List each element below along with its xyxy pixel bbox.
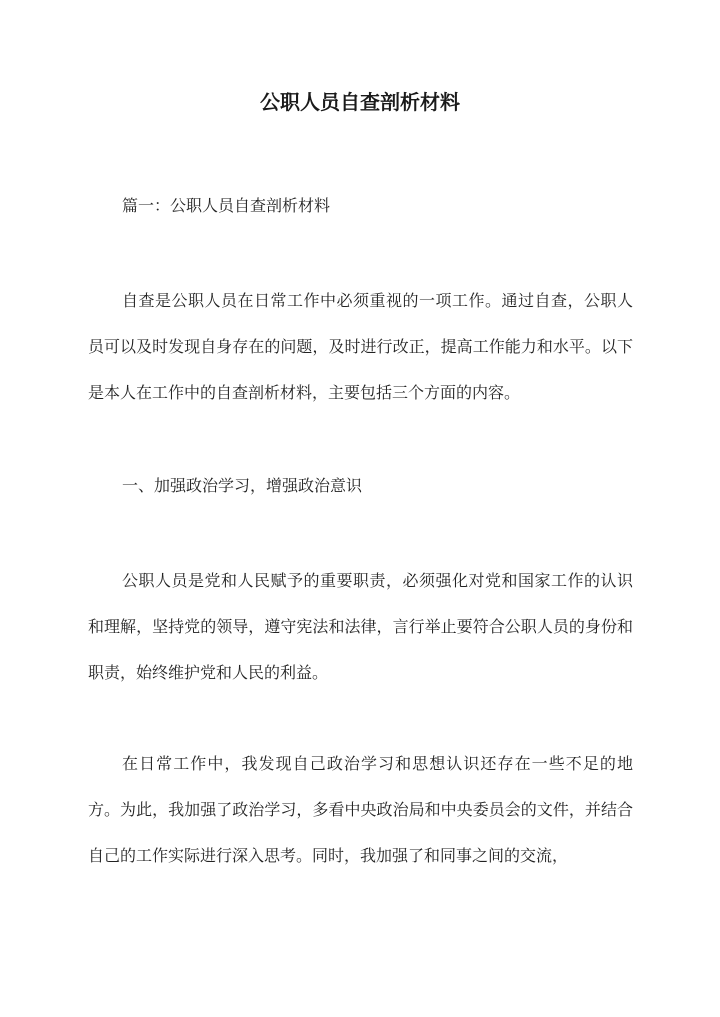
paragraph-study: 在日常工作中，我发现自己政治学习和思想认识还存在一些不足的地方。为此，我加强了政治学习，多看中央政治局和中央委员会的文件，并结合自己的工作实际进行深入思考。同时，我加强了和同事之间的交流， <box>88 754 633 865</box>
section-heading: 一、加强政治学习，增强政治意识 <box>122 476 363 495</box>
paragraph-duty: 公职人员是党和人民赋予的重要职责，必须强化对党和国家工作的认识和理解，坚持党的领导，遵守宪法和法律，言行举止要符合公职人员的身份和职责，始终维护党和人民的利益。 <box>88 571 633 682</box>
paragraph-intro: 自查是公职人员在日常工作中必须重视的一项工作。通过自查，公职人员可以及时发现自身存在的问题，及时进行改正，提高工作能力和水平。以下是本人在工作中的自查剖析材料，主要包括三个方面的内容。 <box>88 291 633 402</box>
document-subtitle: 篇一：公职人员自查剖析材料 <box>122 196 331 215</box>
document-title: 公职人员自查剖析材料 <box>260 90 460 114</box>
